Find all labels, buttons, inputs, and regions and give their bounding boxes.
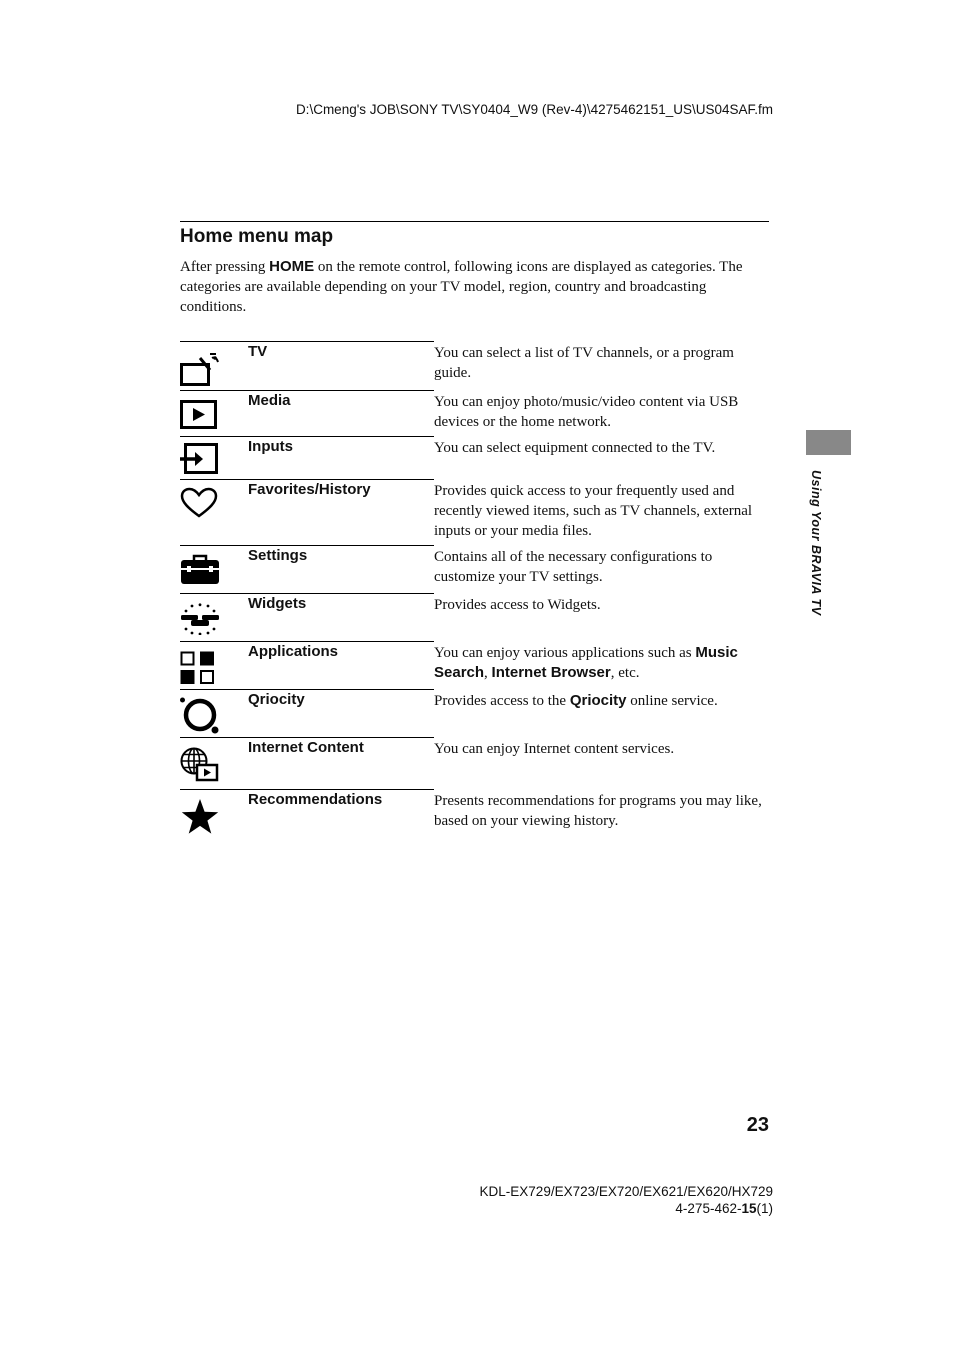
widgets-icon [180, 603, 220, 635]
applications-desc-part2: , [484, 665, 492, 681]
row-divider [180, 341, 434, 342]
part-number-suffix: (1) [756, 1201, 773, 1216]
menu-desc-tv: You can select a list of TV channels, or a program guide. [434, 345, 734, 381]
qriocity-desc-part2: online service. [626, 693, 718, 709]
intro-paragraph [180, 257, 772, 317]
menu-desc-widgets: Provides access to Widgets. [434, 597, 601, 613]
row-divider [180, 390, 434, 391]
menu-row-media [180, 390, 772, 436]
menu-name-applications: Applications [248, 643, 339, 660]
menu-desc-favorites-history: Provides quick access to your frequently used and recently viewed items, such as TV channels, external inputs or your media files. [434, 483, 753, 539]
row-divider [180, 689, 434, 690]
menu-row-qriocity [180, 689, 772, 737]
music-search-label: Music Search [434, 644, 738, 681]
media-icon [180, 400, 220, 430]
menu-name-media: Media [248, 392, 291, 409]
intro-text-after: on the remote control, following icons are displayed as categories. The categories are available depending on your TV model, region, country and broadcasting conditions. [180, 259, 743, 315]
menu-desc-inputs: You can select equipment connected to the TV. [434, 440, 716, 456]
internet-browser-label: Internet Browser [491, 664, 611, 681]
menu-row-settings [180, 545, 772, 593]
menu-name-favorites-history: Favorites/History [248, 481, 371, 498]
toolbox-icon [180, 553, 220, 585]
qriocity-label: Qriocity [569, 692, 627, 709]
row-divider [180, 789, 434, 790]
qriocity-icon [180, 697, 220, 735]
applications-desc-part3: , etc. [610, 665, 640, 681]
menu-name-recommendations: Recommendations [248, 791, 383, 808]
tv-icon [180, 352, 220, 388]
qriocity-desc-part1: Provides access to the [434, 693, 570, 709]
intro-home-key: HOME [269, 258, 315, 275]
model-list: KDL-EX729/EX723/EX720/EX621/EX620/HX729 [479, 1184, 773, 1199]
row-divider [180, 641, 434, 642]
internet-content-icon [180, 747, 220, 783]
part-number-bold: 15 [741, 1201, 757, 1216]
menu-desc-recommendations: Presents recommendations for programs you may like, based on your viewing history. [434, 793, 762, 829]
row-divider [180, 545, 434, 546]
menu-name-qriocity: Qriocity [248, 691, 305, 708]
row-divider [180, 593, 434, 594]
menu-row-recommendations [180, 789, 772, 839]
file-path-header: D:\Cmeng's JOB\SONY TV\SY0404_W9 (Rev-4)\4275462151_US\US04SAF.fm [295, 102, 773, 117]
menu-desc-applications [434, 643, 770, 683]
menu-row-favorites-history [180, 479, 772, 545]
heart-icon [180, 487, 218, 519]
part-number-prefix: 4-275-462- [675, 1201, 742, 1216]
row-divider [180, 479, 434, 480]
menu-name-internet-content: Internet Content [248, 739, 364, 756]
menu-desc-internet-content: You can enjoy Internet content services. [434, 741, 675, 757]
footer-model-info [480, 1183, 773, 1217]
row-divider [180, 737, 434, 738]
section-top-rule [180, 221, 769, 222]
menu-row-inputs [180, 436, 772, 479]
side-section-label: Using Your BRAVIA TV [809, 470, 823, 616]
menu-desc-settings: Contains all of the necessary configurations to customize your TV settings. [434, 549, 713, 585]
menu-row-internet-content [180, 737, 772, 789]
menu-name-inputs: Inputs [248, 438, 293, 455]
page-number: 23 [746, 1114, 769, 1136]
menu-row-widgets [180, 593, 772, 641]
page-title: Home menu map [180, 226, 334, 247]
applications-icon [180, 651, 216, 685]
intro-text-before: After pressing [180, 259, 270, 275]
menu-name-widgets: Widgets [248, 595, 307, 612]
inputs-icon [180, 443, 220, 475]
star-icon [180, 798, 220, 836]
part-number [480, 1200, 773, 1217]
menu-row-applications [180, 641, 772, 689]
row-divider [180, 436, 434, 437]
menu-name-settings: Settings [248, 547, 308, 564]
applications-desc-part1: You can enjoy various applications such as [434, 645, 696, 661]
menu-name-tv: TV [248, 343, 268, 360]
menu-desc-qriocity [434, 691, 770, 711]
menu-desc-media: You can enjoy photo/music/video content via USB devices or the home network. [434, 394, 739, 430]
menu-row-tv [180, 341, 772, 390]
side-section-tab [806, 430, 851, 455]
